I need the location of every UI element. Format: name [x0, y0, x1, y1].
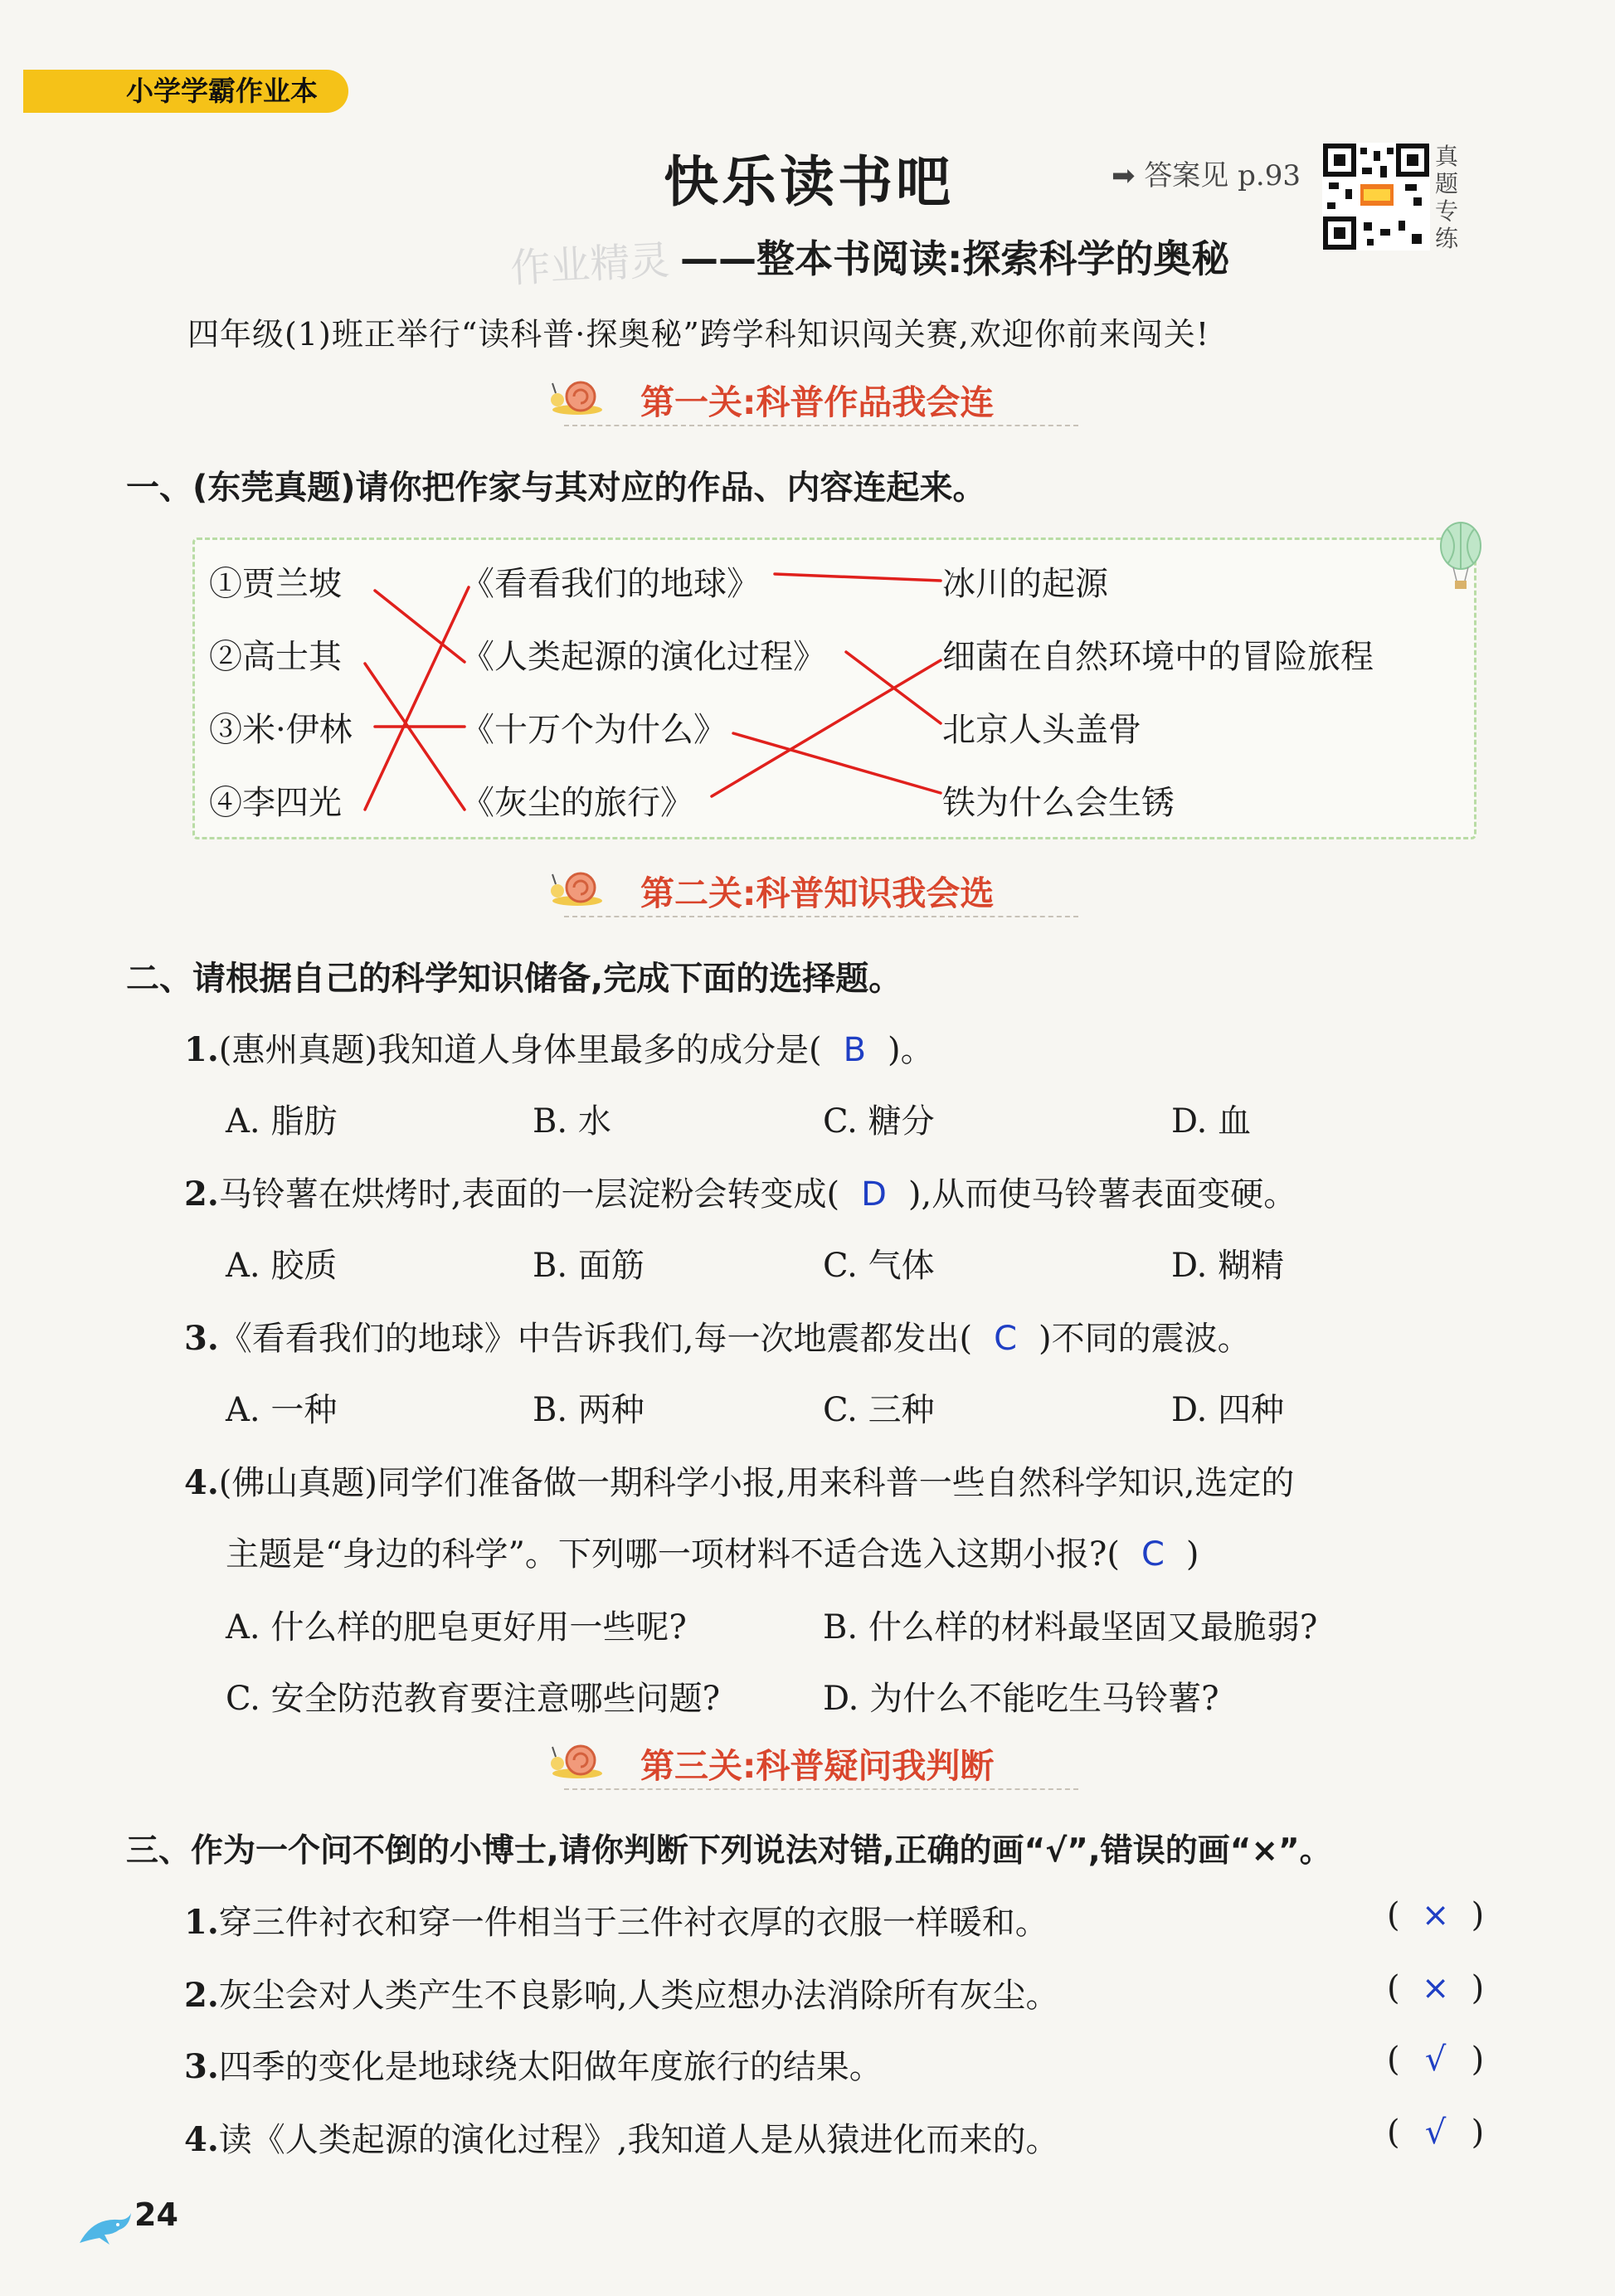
author-3[interactable]: ③米·伊林	[209, 711, 353, 749]
section-divider	[564, 1788, 1078, 1790]
option[interactable]: D. 为什么不能吃生马铃薯?	[823, 1680, 1219, 1718]
match-line	[712, 660, 941, 796]
option[interactable]: D. 糊精	[1171, 1247, 1285, 1285]
page-title: 快乐读书吧	[664, 150, 954, 214]
arrow-right-icon: ➡	[1112, 159, 1136, 192]
judge-answer: ×	[1421, 1969, 1450, 2007]
part1-prompt: 一、(东莞真题)请你把作家与其对应的作品、内容连起来。	[126, 469, 986, 507]
option[interactable]: A. 什么样的肥皂更好用一些呢?	[226, 1608, 687, 1647]
author-2[interactable]: ②高士其	[209, 638, 342, 676]
question-4: 4.(佛山真题)同学们准备做一期科学小报,用来科普一些自然科学知识,选定的	[184, 1463, 1295, 1502]
content-2[interactable]: 细菌在自然环境中的冒险旅程	[942, 638, 1374, 676]
option[interactable]: D. 血	[1171, 1102, 1252, 1141]
match-line	[775, 574, 941, 581]
answer-blank[interactable]: B	[843, 1031, 867, 1069]
work-4[interactable]: 《灰尘的旅行》	[461, 784, 693, 822]
question-2: 2.马铃薯在烘烤时,表面的一层淀粉会转变成( D ),从而使马铃薯表面变硬。	[184, 1175, 1297, 1214]
content-3[interactable]: 北京人头盖骨	[942, 711, 1141, 749]
judge-item-1: 1.穿三件衬衣和穿一件相当于三件衬衣厚的衣服一样暖和。	[184, 1903, 1048, 1942]
judge-item-2: 2.灰尘会对人类产生不良影响,人类应想办法消除所有灰尘。	[184, 1976, 1059, 2015]
section-divider	[564, 916, 1078, 917]
snail-icon	[547, 866, 607, 907]
match-line	[365, 664, 465, 810]
author-4[interactable]: ④李四光	[209, 784, 342, 822]
qr-side-label: 真 题 专 练	[1435, 143, 1459, 252]
option[interactable]: C. 气体	[823, 1247, 935, 1285]
series-badge: 小学学霸作业本	[23, 70, 348, 113]
judge-item-4: 4.读《人类起源的演化过程》,我知道人是从猿进化而来的。	[184, 2120, 1059, 2159]
answer-blank[interactable]: C	[1141, 1535, 1165, 1574]
snail-icon	[547, 1739, 607, 1780]
watermark: 作业精灵	[508, 237, 671, 292]
option[interactable]: B. 水	[533, 1102, 611, 1141]
judge-bracket[interactable]: ( √ )	[1387, 2114, 1485, 2152]
page-subtitle: ——整本书阅读:探索科学的奥秘	[680, 236, 1230, 281]
work-2[interactable]: 《人类起源的演化过程》	[461, 638, 826, 676]
answer-ref: ➡ 答案见 p.93	[1112, 159, 1301, 192]
content-4[interactable]: 铁为什么会生锈	[942, 784, 1175, 822]
judge-answer: √	[1424, 2041, 1447, 2079]
answer-blank[interactable]: C	[994, 1320, 1018, 1358]
option[interactable]: C. 安全防范教育要注意哪些问题?	[226, 1680, 721, 1718]
option[interactable]: C. 糖分	[823, 1102, 935, 1141]
work-1[interactable]: 《看看我们的地球》	[461, 565, 760, 603]
option[interactable]: B. 什么样的材料最坚固又最脆弱?	[823, 1608, 1318, 1647]
section-title-1: 第一关:科普作品我会连	[640, 382, 995, 422]
matching-lines	[0, 0, 1615, 912]
option[interactable]: A. 脂肪	[226, 1102, 338, 1141]
match-line	[733, 733, 941, 793]
dolphin-icon	[76, 2206, 134, 2253]
section-title-2: 第二关:科普知识我会选	[640, 873, 995, 913]
judge-bracket[interactable]: ( × )	[1387, 1896, 1485, 1934]
option[interactable]: A. 一种	[226, 1391, 338, 1429]
intro-text: 四年级(1)班正举行“读科普·探奥秘”跨学科知识闯关赛,欢迎你前来闯关!	[187, 316, 1210, 353]
judge-bracket[interactable]: ( × )	[1387, 1969, 1485, 2007]
part3-prompt: 三、作为一个问不倒的小博士,请你判断下列说法对错,正确的画“√”,错误的画“×”。	[126, 1832, 1332, 1870]
option[interactable]: B. 面筋	[533, 1247, 645, 1285]
option[interactable]: A. 胶质	[226, 1247, 338, 1285]
question-3: 3.《看看我们的地球》中告诉我们,每一次地震都发出( C )不同的震波。	[184, 1319, 1251, 1358]
content-1[interactable]: 冰川的起源	[942, 565, 1108, 603]
match-line	[365, 587, 469, 810]
section-title-3: 第三关:科普疑问我判断	[640, 1746, 995, 1786]
question-4-line2: 主题是“身边的科学”。下列哪一项材料不适合选入这期小报?( C )	[226, 1535, 1199, 1574]
work-3[interactable]: 《十万个为什么》	[461, 711, 727, 749]
question-1: 1.(惠州真题)我知道人身体里最多的成分是( B )。	[184, 1030, 934, 1069]
answer-blank[interactable]: D	[861, 1175, 887, 1214]
judge-answer: √	[1424, 2114, 1447, 2152]
author-1[interactable]: ①贾兰坡	[209, 565, 342, 603]
judge-answer: ×	[1421, 1896, 1450, 1934]
option[interactable]: C. 三种	[823, 1391, 935, 1429]
page-number: 24	[134, 2196, 178, 2233]
option[interactable]: D. 四种	[1171, 1391, 1285, 1429]
judge-item-3: 3.四季的变化是地球绕太阳做年度旅行的结果。	[184, 2047, 883, 2086]
judge-bracket[interactable]: ( √ )	[1387, 2041, 1485, 2079]
part2-prompt: 二、请根据自己的科学知识储备,完成下面的选择题。	[126, 960, 902, 998]
option[interactable]: B. 两种	[533, 1391, 645, 1429]
